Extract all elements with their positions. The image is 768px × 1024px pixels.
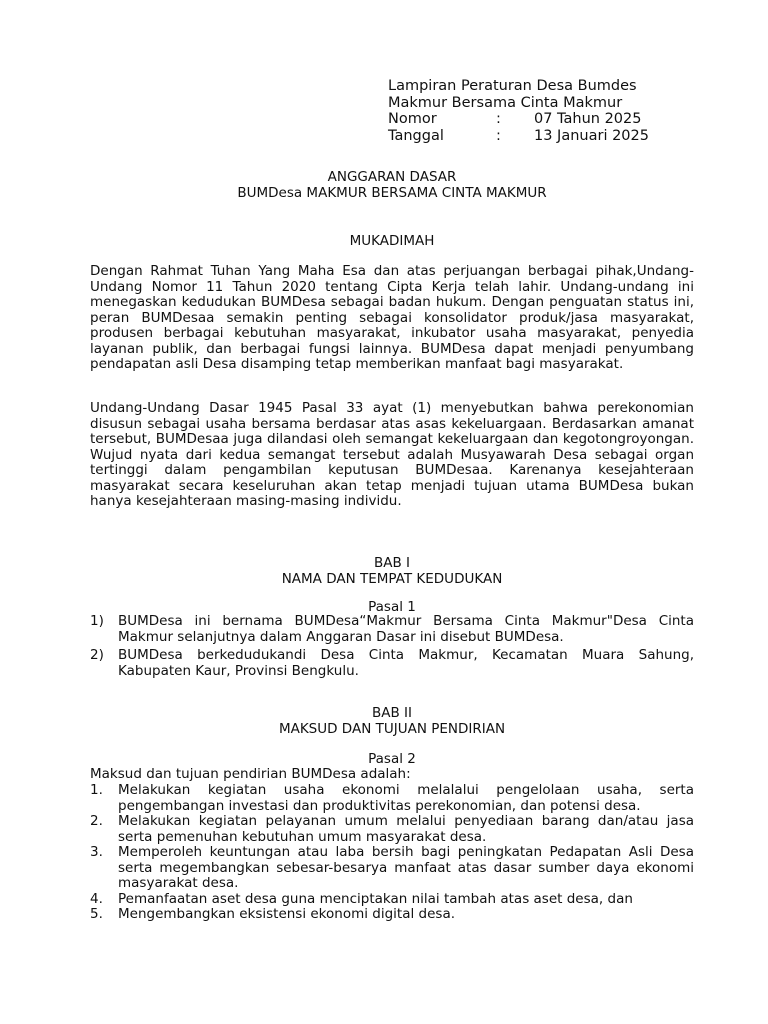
bab-1-label: BAB I [373,555,411,571]
list-item-text: BUMDesa berkedudukandi Desa Cinta Makmur, Kecamatan Muara Sahung, Kabupaten Kaur, Provinsi Bengkulu. [118,647,694,679]
pasal-2-list [90,783,694,923]
nomor-row [388,111,649,128]
pasal-1-heading: Pasal 1 [368,599,416,615]
tanggal-value: 13 Januari 2025 [534,127,649,144]
list-item [90,648,694,679]
title-line-2: BUMDesa MAKMUR BERSAMA CINTA MAKMUR [237,185,547,201]
list-item-text: Melakukan kegiatan pelayanan umum melalui penyediaan barang dan/atau jasa serta pemenuhan kebutuhan umum masyarakat desa. [118,813,694,845]
mukadimah-paragraph-1: Dengan Rahmat Tuhan Yang Maha Esa dan atas perjuangan berbagai pihak,Undang-Undang Nomor 11 Tahun 2020 tentang Cipta Kerja telah lahir. Undang-undang ini menegaskan kedudukan BUMDesa sebagai badan hukum. Dengan penguatan status ini, peran BUMDesaa semakin penting sebagai konsolidator produk/jasa masyarakat, produsen berbagai kebutuhan masyarakat, inkubator usaha masyarakat, penyedia layanan publik, dan berbagai fungsi lainnya. BUMDesa dapat menjadi penyumbang pendapatan asli Desa disamping tetap memberikan manfaat bagi masyarakat. [90,263,694,372]
list-item-number: 1. [90,782,103,798]
pasal-2-lead: Maksud dan tujuan pendirian BUMDesa adalah: [90,766,411,782]
list-item-text: Melakukan kegiatan usaha ekonomi melalalui pengelolaan usaha, serta pengembangan investasi dan produktivitas perekonomian, dan potensi desa. [118,782,694,814]
list-item [90,845,694,892]
list-item [90,892,694,908]
nomor-value: 07 Tahun 2025 [534,111,642,127]
tanggal-row [388,128,649,145]
list-item-number: 2) [90,647,104,663]
bab-1-heading [90,555,694,587]
list-item [90,907,694,923]
bab-1-title: NAMA DAN TEMPAT KEDUDUKAN [281,571,503,587]
list-item [90,614,694,645]
document-title [90,169,694,201]
list-item-number: 3. [90,844,103,860]
title-line-1: ANGGARAN DASAR [327,169,457,185]
list-item [90,814,694,845]
list-item-text: Memperoleh keuntungan atau laba bersih bagi peningkatan Pedapatan Asli Desa serta megembangkan sebesar-besarya manfaat atas dasar sumber daya ekonomi masyarakat desa. [118,844,694,891]
list-item-number: 4. [90,890,103,907]
list-item [90,783,694,814]
pasal-2-heading: Pasal 2 [368,751,416,767]
tanggal-label: Tanggal [388,127,444,144]
nomor-separator: : [496,111,501,127]
reference-line-2: Makmur Bersama Cinta Makmur [388,94,623,111]
mukadimah-heading: MUKADIMAH [349,233,435,249]
attachment-reference [388,78,649,144]
tanggal-separator: : [496,127,501,144]
bab-2-title: MAKSUD DAN TUJUAN PENDIRIAN [278,721,506,737]
nomor-label: Nomor [388,111,437,127]
list-item-number: 5. [90,906,103,922]
reference-line-1: Lampiran Peraturan Desa Bumdes [388,78,637,94]
list-item-text: BUMDesa ini bernama BUMDesa“Makmur Bersama Cinta Makmur"Desa Cinta Makmur selanjutnya dalam Anggaran Dasar ini disebut BUMDesa. [118,613,694,645]
list-item-number: 1) [90,613,104,629]
list-item-text: Mengembangkan eksistensi ekonomi digital desa. [118,906,456,922]
list-item-number: 2. [90,813,103,829]
bab-2-heading [90,705,694,737]
list-item-text: Pemanfaatan aset desa guna menciptakan nilai tambah atas aset desa, dan [118,890,633,907]
bab-2-label: BAB II [371,705,412,721]
pasal-1-list [90,614,694,679]
mukadimah-paragraph-2: Undang-Undang Dasar 1945 Pasal 33 ayat (1) menyebutkan bahwa perekonomian disusun sebagai usaha bersama berdasar atas asas kekeluargaan. Berdasarkan amanat tersebut, BUMDesaa juga dilandasi oleh semangat kekeluargaan dan kegotongroyongan. Wujud nyata dari kedua semangat tersebut adalah Musyawarah Desa sebagai organ tertinggi dalam pengambilan keputusan BUMDesaa. Karenanya kesejahteraan masyarakat secara keseluruhan akan tetap menjadi tujuan utama BUMDesa bukan hanya kesejahteraan masing-masing individu. [90,400,694,509]
